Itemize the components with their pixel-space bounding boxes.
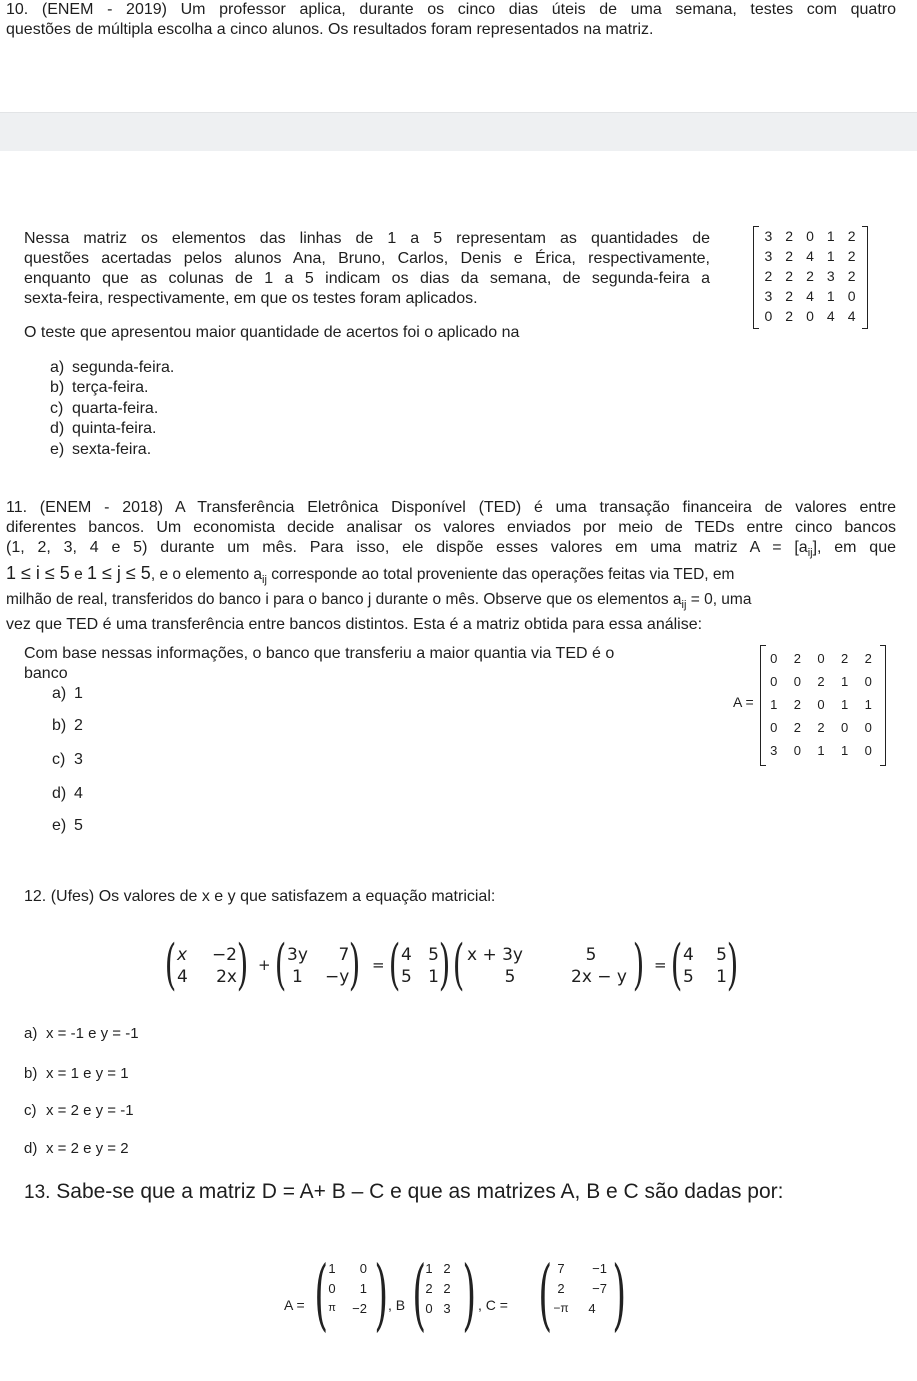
q13-matrix-a: [322, 1258, 368, 1318]
matrix-cell: 7: [338, 945, 350, 965]
q11-option-a[interactable]: a) 1: [52, 685, 83, 702]
matrix-cell: 2: [764, 268, 773, 284]
matrix-cell: 1: [716, 967, 727, 987]
matrix-cell: 1: [826, 248, 835, 264]
matrix-cell: 2: [793, 651, 801, 666]
matrix-cell: 0: [806, 308, 814, 324]
matrix-cell: 2x − y: [571, 967, 627, 987]
matrix-cell: 4: [683, 945, 694, 965]
matrix-cell: 2: [785, 268, 794, 284]
matrix-cell: 1: [840, 674, 849, 689]
matrix-cell: 4: [177, 967, 188, 987]
q10-question: O teste que apresentou maior quantidade de acertos foi o aplicado na: [24, 324, 520, 341]
q11-option-e[interactable]: e) 5: [52, 817, 83, 834]
matrix-cell: 0: [425, 1300, 433, 1316]
matrix-cell: −2: [352, 1300, 367, 1316]
paren-close: ): [236, 933, 249, 996]
q11-text: [6, 498, 896, 635]
matrix-cell: 0: [864, 674, 872, 689]
matrix-cell: π: [328, 1302, 336, 1314]
paren-close: ): [462, 1250, 477, 1340]
matrix-cell: 0: [328, 1280, 336, 1296]
matrix-cell: 2x: [216, 967, 237, 987]
q12-option-b[interactable]: b) x = 1 e y = 1: [24, 1065, 129, 1082]
matrix-cell: 5: [504, 967, 516, 987]
paren-open: (: [274, 933, 287, 996]
matrix-cell: 4: [847, 308, 856, 324]
matrix-cell: 1: [770, 697, 778, 712]
q13-text: [24, 1179, 783, 1206]
q12-equals-2: =: [654, 956, 667, 974]
matrix-cell: 0: [359, 1260, 367, 1276]
paren-open: (: [412, 1250, 427, 1340]
paren-open: (: [670, 933, 683, 996]
q10-header: [6, 0, 896, 40]
q11-option-b[interactable]: b) 2: [52, 717, 83, 734]
matrix-cell: 3: [770, 743, 778, 758]
q10-matrix-right-bracket: [862, 226, 868, 329]
matrix-cell: 0: [817, 697, 825, 712]
q11-matrix-label: A =: [733, 694, 754, 710]
q13-label-c: , C =: [478, 1297, 508, 1313]
q12-option-c[interactable]: c) x = 2 e y = -1: [24, 1102, 134, 1119]
paren-open: (: [314, 1250, 329, 1340]
matrix-cell: 2: [793, 697, 801, 712]
matrix-cell: 3: [826, 268, 835, 284]
matrix-cell: 3: [764, 248, 773, 264]
q10-body-line-2: questões acertadas pelos alunos Ana, Bruno, Carlos, Denis e Érica, respectivamente,: [24, 250, 710, 267]
paren-close: ): [632, 933, 645, 996]
matrix-cell: 1: [328, 1260, 336, 1276]
q11-question-line-2: banco: [24, 665, 68, 682]
matrix-cell: 4: [806, 248, 814, 264]
q11-question-line-1: Com base nessas informações, o banco que transferiu a maior quantia via TED é o: [24, 645, 615, 662]
paren-open: (: [388, 933, 401, 996]
matrix-cell: 2: [785, 248, 794, 264]
matrix-cell: 2: [785, 288, 794, 304]
q11-line-6: vez que TED é uma transferência entre bancos distintos. Esta é a matriz obtida para essa análise:: [6, 616, 703, 634]
matrix-cell: 3: [764, 228, 773, 244]
q11-line-4: 1 ≤ i ≤ 5 e 1 ≤ j ≤ 5, e o elemento $a_{ij}$ corresponde ao total proveniente das operações feitas via TED, em: [6, 563, 735, 587]
q12-m4: [466, 944, 628, 988]
matrix-cell: −π: [553, 1301, 569, 1315]
paren-close: ): [438, 933, 451, 996]
matrix-cell: 1: [425, 1260, 433, 1276]
q13-matrix-b: [420, 1258, 456, 1318]
paren-close: ): [726, 933, 739, 996]
matrix-cell: 0: [793, 743, 801, 758]
matrix-cell: −7: [592, 1280, 607, 1296]
q10-option-a[interactable]: a) segunda-feira.: [50, 359, 175, 376]
q11-line-5: milhão de real, transferidos do banco i para o banco j durante o mês. Observe que os elementos $a_{ij} = 0$, uma: [6, 591, 752, 612]
matrix-cell: 0: [840, 720, 849, 735]
q11-option-c[interactable]: c) 3: [52, 751, 83, 768]
matrix-cell: 1: [840, 697, 849, 712]
paren-close: ): [374, 1250, 389, 1340]
q10-body-line-1: Nessa matriz os elementos das linhas de 1 a 5 representam as quantidades de: [24, 230, 710, 247]
matrix-cell: 5: [401, 967, 412, 987]
q11-matrix-table: [762, 647, 880, 762]
matrix-cell: 5: [683, 967, 694, 987]
q10-body-line-3: enquanto que as colunas de 1 a 5 indicam os dias da semana, de segunda-feira a: [24, 270, 710, 287]
paren-open: (: [164, 933, 177, 996]
q11-matrix-right-bracket: [880, 645, 886, 766]
q12-m2: [286, 944, 350, 988]
paren-close: ): [612, 1250, 627, 1340]
matrix-cell: 0: [864, 743, 872, 758]
q12-option-a[interactable]: a) x = -1 e y = -1: [24, 1025, 139, 1042]
matrix-cell: 2: [443, 1260, 451, 1276]
matrix-cell: 1: [428, 967, 439, 987]
q13-number: 13.: [24, 1182, 51, 1203]
matrix-cell: 2: [793, 720, 801, 735]
matrix-cell: 1: [359, 1280, 367, 1296]
matrix-cell: 4: [826, 308, 835, 324]
matrix-cell: −y: [325, 967, 350, 987]
q10-matrix-table: [758, 226, 862, 326]
q10-option-d[interactable]: d) quinta-feira.: [50, 420, 157, 437]
q11-line-2: diferentes bancos. Um economista decide analisar os valores enviados por meio de TEDs entre cinco bancos: [6, 519, 896, 536]
matrix-cell: 2: [817, 720, 825, 735]
q11-line-1: 11. (ENEM - 2018) A Transferência Eletrônica Disponível (TED) é uma transação financeira de valores entre: [6, 499, 896, 516]
q13-label-b: , B: [388, 1297, 406, 1313]
q12-m5: [682, 944, 728, 988]
matrix-cell: 5: [428, 945, 439, 965]
q11-line-3: (1, 2, 3, 4 e 5) durante um mês. Para isso, ele dispõe esses valores em uma matriz $A = [a_{ij}]$, em que: [6, 539, 896, 560]
q11-question: [24, 644, 614, 684]
matrix-cell: 0: [847, 288, 856, 304]
matrix-cell: 2: [557, 1280, 565, 1296]
q13-label-a: A =: [284, 1297, 305, 1313]
matrix-cell: 1: [292, 967, 303, 987]
matrix-cell: 1: [864, 697, 872, 712]
matrix-cell: 5: [716, 945, 727, 965]
paren-open: (: [538, 1250, 553, 1340]
matrix-cell: 1: [840, 743, 849, 758]
matrix-cell: 2: [443, 1280, 451, 1296]
matrix-cell: 4: [401, 945, 412, 965]
image-placeholder-band: [0, 112, 917, 151]
q10-body-line-4: sexta-feira, respectivamente, em que os testes foram aplicados.: [24, 290, 478, 307]
matrix-cell: 0: [770, 651, 778, 666]
matrix-cell: 2: [864, 651, 872, 666]
matrix-cell: 2: [785, 228, 794, 244]
matrix-cell: x: [177, 945, 188, 965]
q12-m1: [176, 944, 238, 988]
q10-option-c[interactable]: c) quarta-feira.: [50, 400, 159, 417]
matrix-cell: 2: [847, 268, 856, 284]
matrix-cell: 2: [785, 308, 794, 324]
q10-option-b[interactable]: b) terça-feira.: [50, 379, 149, 396]
q12-plus: +: [258, 956, 271, 974]
matrix-cell: x + 3y: [467, 945, 523, 965]
q12-option-d[interactable]: d) x = 2 e y = 2: [24, 1140, 129, 1157]
matrix-cell: 0: [770, 674, 778, 689]
matrix-cell: 3: [443, 1300, 451, 1316]
q10-line-2: questões de múltipla escolha a cinco alunos. Os resultados foram representados na matriz.: [6, 21, 654, 38]
matrix-cell: 1: [817, 743, 825, 758]
matrix-cell: 0: [793, 674, 801, 689]
matrix-cell: 0: [806, 228, 814, 244]
matrix-cell: −2: [211, 945, 237, 965]
matrix-cell: 2: [847, 248, 856, 264]
matrix-cell: 2: [847, 228, 856, 244]
matrix-cell: 3: [764, 288, 773, 304]
matrix-cell: 0: [817, 651, 825, 666]
matrix-cell: 3y: [287, 945, 308, 965]
matrix-cell: 0: [764, 308, 773, 324]
q13-statement: Sabe-se que a matriz D = A+ B – C e que as matrizes A, B e C são dadas por:: [56, 1180, 784, 1203]
paren-open: (: [452, 933, 465, 996]
q12-equals-1: =: [372, 956, 385, 974]
matrix-cell: 4: [806, 288, 814, 304]
q10-option-e[interactable]: e) sexta-feira.: [50, 441, 152, 458]
matrix-cell: −1: [592, 1260, 607, 1276]
matrix-cell: 2: [840, 651, 849, 666]
matrix-cell: 2: [806, 268, 814, 284]
matrix-cell: 2: [425, 1280, 433, 1296]
paren-close: ): [348, 933, 361, 996]
matrix-cell: 2: [817, 674, 825, 689]
matrix-cell: 7: [557, 1260, 565, 1276]
matrix-cell: 5: [585, 945, 597, 965]
matrix-cell: 4: [588, 1300, 596, 1316]
q10-body: [24, 229, 710, 309]
q11-option-d[interactable]: d) 4: [52, 785, 83, 802]
q10-line-1: 10. (ENEM - 2019) Um professor aplica, durante os cinco dias úteis de uma semana, testes com quatro: [6, 1, 896, 18]
matrix-cell: 0: [770, 720, 778, 735]
matrix-cell: 1: [826, 228, 835, 244]
matrix-cell: 0: [864, 720, 872, 735]
q12-m3: [400, 944, 440, 988]
matrix-cell: 1: [826, 288, 835, 304]
q12-title: 12. (Ufes) Os valores de x e y que satisfazem a equação matricial:: [24, 888, 496, 905]
q13-matrix-c: [546, 1258, 608, 1318]
